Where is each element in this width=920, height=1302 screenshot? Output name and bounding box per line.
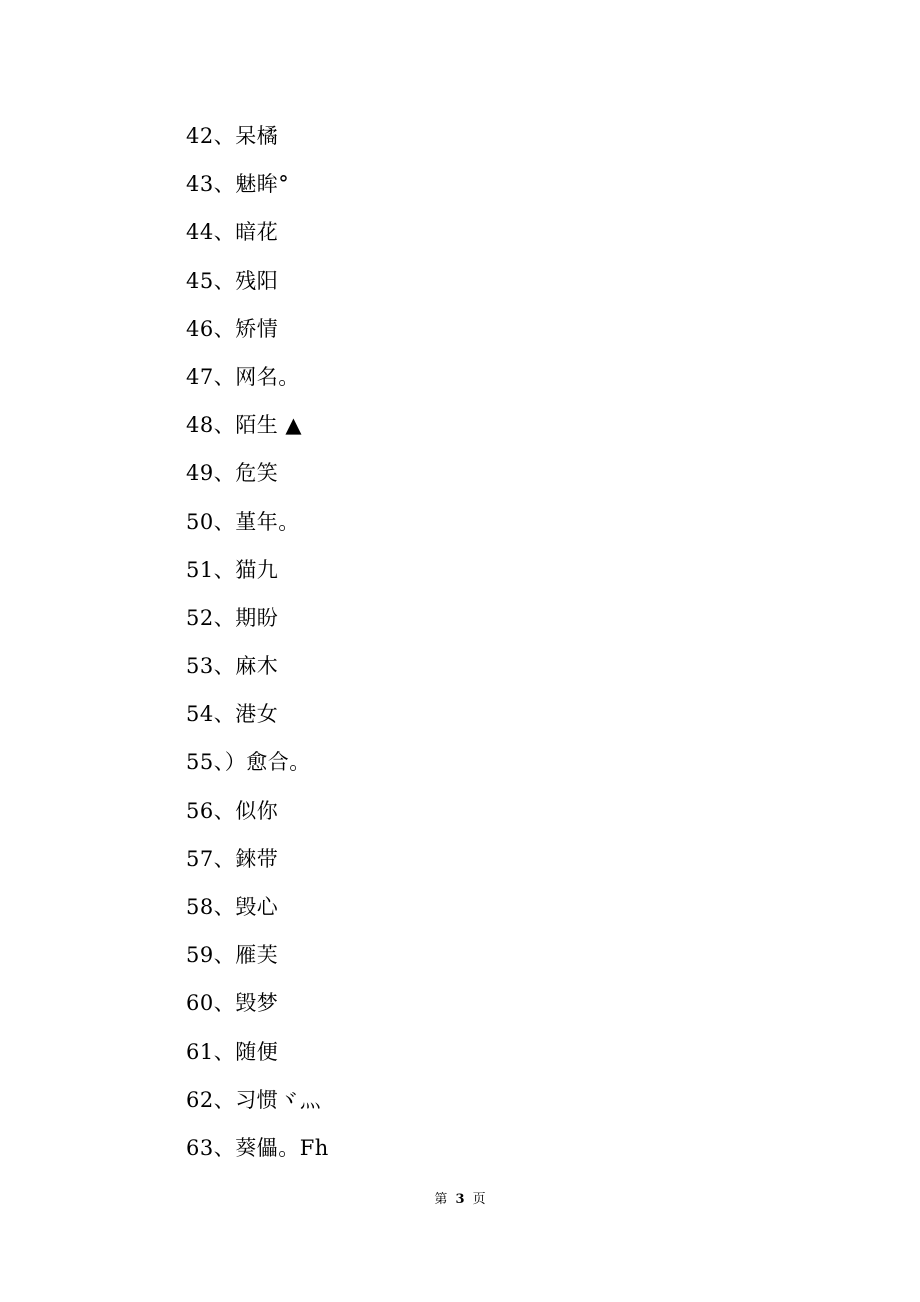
list-item: 54、港女 <box>186 702 279 727</box>
list-item: 51、猫九 <box>186 557 279 582</box>
name-list <box>186 112 329 1172</box>
list-item: 63、葵儡。Fh <box>186 1135 329 1160</box>
list-item: 52、期盼 <box>186 605 279 630</box>
list-item: 58、毁心 <box>186 895 279 919</box>
list-item: 44、暗花 <box>186 220 279 245</box>
list-item: 48、陌生 ▲ <box>186 413 303 438</box>
list-item: 46、矫情 <box>186 316 279 341</box>
list-item: 56、似你 <box>186 798 279 823</box>
list-item: 55、）愈合。 <box>186 750 311 775</box>
list-item: 57、錸带 <box>186 846 279 871</box>
list-item: 59、雁芙 <box>186 943 279 968</box>
page-number-suffix: 页 <box>472 1192 486 1207</box>
list-item: 49、危笑 <box>186 461 279 486</box>
page-number: 3 <box>455 1192 465 1207</box>
list-item: 43、魅眸° <box>186 172 290 197</box>
page-number-prefix: 第 <box>434 1192 448 1207</box>
list-item: 50、堇年。 <box>186 509 300 534</box>
list-item: 61、随便 <box>186 1039 279 1064</box>
list-item: 45、残阳 <box>186 268 279 293</box>
page-footer <box>0 1190 920 1210</box>
list-item: 42、呆橘 <box>186 124 279 148</box>
list-item: 62、习惯ヾ灬 <box>186 1087 322 1112</box>
list-item: 53、麻木 <box>186 654 279 679</box>
list-item: 47、网名。 <box>186 364 300 389</box>
list-item: 60、毁梦 <box>186 991 279 1016</box>
